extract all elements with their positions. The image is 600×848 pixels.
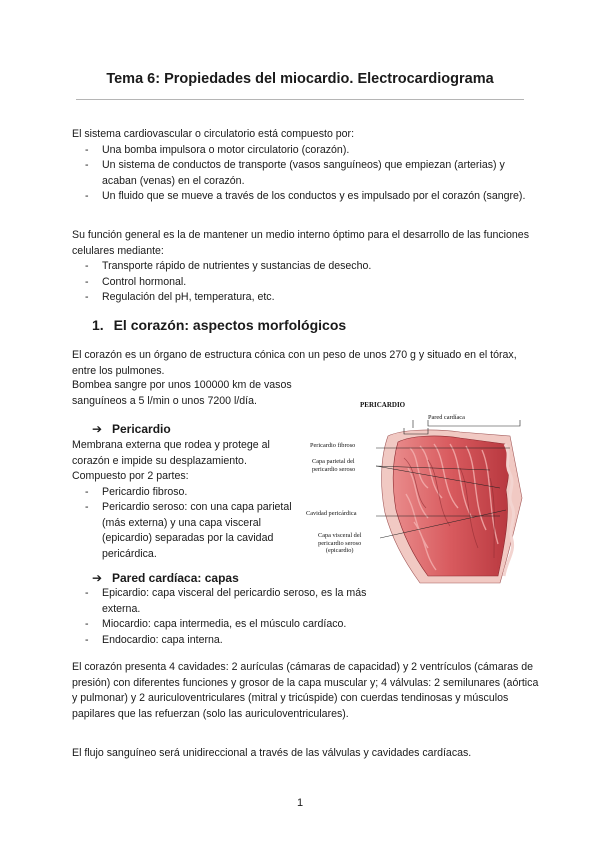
cavities-text: El corazón presenta 4 cavidades: 2 aurículas (cámaras de capacidad) y 2 ventrículos (cámaras de presión) con diferentes funciones y grosor de la capa muscular y; 4 válvulas: 2 semilunares (aórtica y pulmonar) y 2 auriculoventriculares (mitral y tricúspide) con cuerdas tendinosas y músculos papilares que las refuerzan (solo las auriculoventriculares). [72, 661, 539, 720]
figure-label-line: (epicardio) [325, 547, 354, 554]
figure-label-line: pericardio seroso [318, 539, 362, 547]
list-item: - Transporte rápido de nutrientes y sustancias de desecho. [72, 259, 532, 275]
section-title: El corazón: aspectos morfológicos [113, 317, 347, 333]
figure-label-line: pericardio seroso [312, 465, 356, 473]
section-heading [92, 317, 346, 333]
pared-heading [92, 571, 239, 585]
pericardio-desc: Membrana externa que rodea y protege al corazón e impide su desplazamiento. [72, 439, 270, 467]
figure-label-cavidad: Cavidad pericárdica [306, 510, 357, 517]
pericardio-heading [92, 422, 171, 436]
pared-heading-text: Pared cardíaca: capas [112, 571, 239, 585]
pump-text: Bombea sangre por unos 100000 km de vasos sanguíneos a 5 l/min o unos 7200 l/día. [72, 379, 292, 407]
heart-intro: El corazón es un órgano de estructura cónica con un peso de unos 270 g y situado en el tórax, entre los pulmones. [72, 349, 517, 377]
list-item: - Miocardio: capa intermedia, es el músculo cardíaco. [72, 617, 372, 633]
figure-label-pericardio: PERICARDIO [360, 401, 406, 409]
page-number: 1 [296, 797, 304, 809]
list-item: - Una bomba impulsora o motor circulatorio (corazón). [72, 143, 532, 159]
list-item: - Pericardio seroso: con una capa parietal (más externa) y una capa visceral (epicardio) separadas por la cavidad pericárdica. [72, 500, 297, 562]
figure-label-parietal [312, 458, 355, 473]
intro-text: El sistema cardiovascular o circulatorio está compuesto por: [72, 128, 355, 140]
pericardio-parts-intro: Compuesto por 2 partes: [72, 470, 189, 482]
section-number: 1. [92, 317, 104, 333]
intro-list [72, 143, 532, 205]
list-item: - Un fluido que se mueve a través de los conductos y es impulsado por el corazón (sangre). [72, 189, 532, 205]
figure-label-line: Capa parietal del [312, 458, 355, 465]
figure-label-pared: Pared cardíaca [428, 414, 465, 421]
heart-wall-illustration [310, 398, 530, 590]
list-item: - Pericardio fibroso. [72, 485, 297, 501]
figure-label-visceral [318, 532, 361, 555]
list-item: - Endocardio: capa interna. [72, 633, 372, 649]
flow-text: El flujo sanguíneo será unidireccional a través de las válvulas y cavidades cardíacas. [72, 747, 472, 759]
function-block [72, 228, 532, 306]
list-item: - Un sistema de conductos de transporte (vasos sanguíneos) que empiezan (arterias) y acaban (venas) en el corazón. [72, 158, 532, 189]
intro-block [72, 127, 532, 205]
function-text: Su función general es la de mantener un medio interno óptimo para el desarrollo de las funciones celulares mediante: [72, 229, 529, 257]
arrow-icon: ➔ [92, 422, 103, 436]
function-list [72, 259, 532, 306]
page-title: Tema 6: Propiedades del miocardio. Electrocardiograma [106, 71, 494, 87]
list-item: - Epicardio: capa visceral del pericardio seroso, es la más externa. [72, 586, 372, 617]
arrow-icon: ➔ [92, 571, 103, 585]
title-divider [76, 99, 524, 100]
figure-label-line: Capa visceral del [318, 532, 362, 539]
list-item: - Regulación del pH, temperatura, etc. [72, 290, 532, 306]
list-item: - Control hormonal. [72, 275, 532, 291]
pericardio-block [72, 438, 297, 562]
figure-label-fibroso: Pericardio fibroso [310, 442, 356, 449]
pared-list [72, 586, 372, 648]
pericardio-list [72, 485, 297, 563]
pericardio-heading-text: Pericardio [112, 422, 171, 436]
heart-wall-figure [306, 398, 530, 590]
pared-block [72, 586, 372, 648]
